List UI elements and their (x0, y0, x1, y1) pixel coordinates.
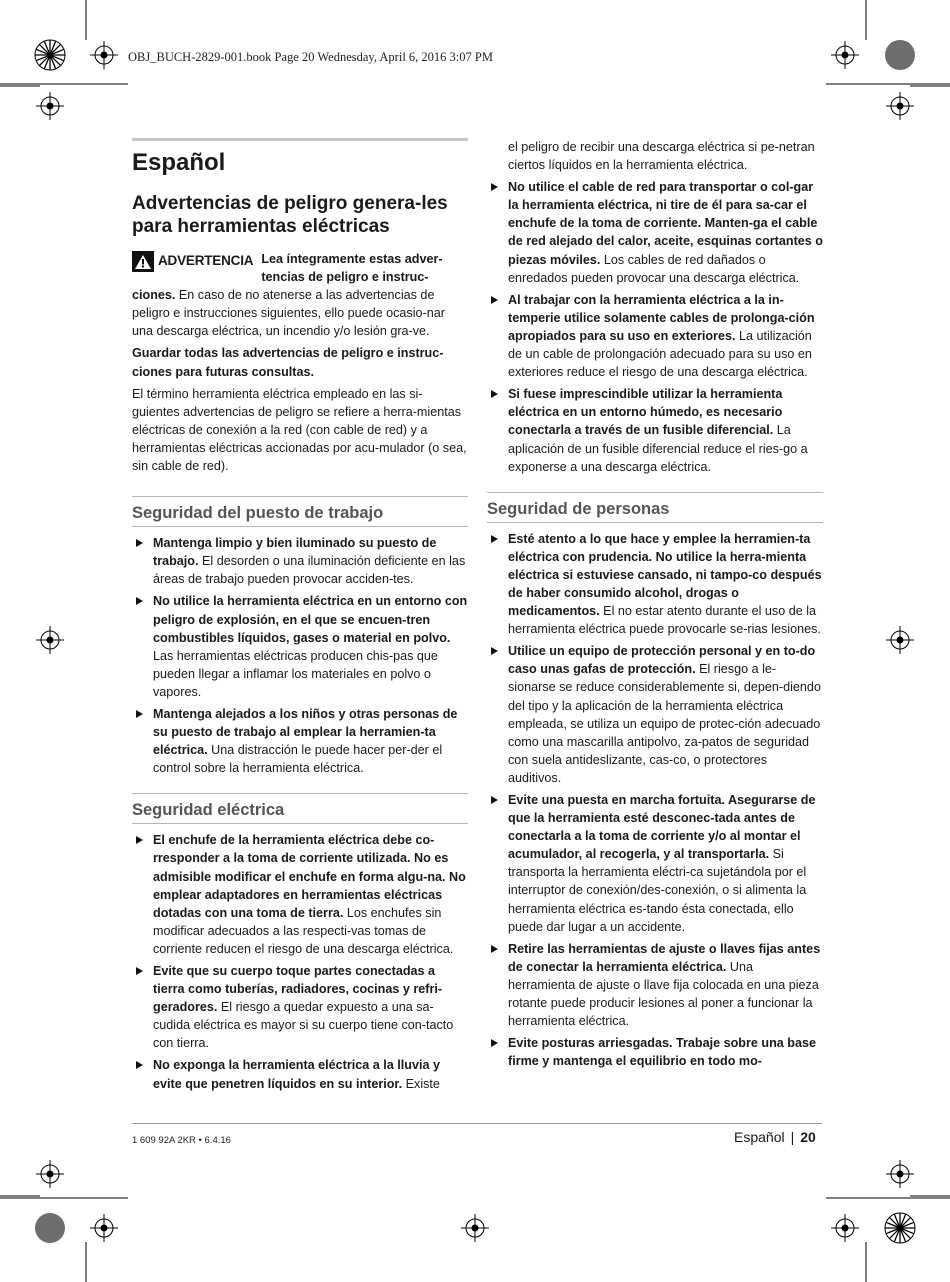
bullet-triangle-icon (136, 836, 143, 844)
list-item (132, 705, 468, 777)
item-text: Los cables de red dañados o enredados pueden provocar una descarga eléctrica. (508, 252, 800, 285)
main-heading: Advertencias de peligro genera-les para herramientas eléctricas (132, 193, 448, 237)
warning-text: En caso de no atenerse a las advertencias de peligro e instrucciones siguientes, ello puede ocasio-nar una descarga eléctrica, un incendio y/o lesión gra-ve. (132, 288, 445, 339)
bullet-triangle-icon (491, 945, 498, 953)
item-text: Si transporta la herramienta eléctri-ca sujetándola por el interruptor de conexión/des-conexión, o si alimenta la herramienta eléctrica es-tando ésta conectada, ello puede dar lugar a un accidente. (508, 847, 807, 934)
item-text: La utilización de un cable de prolongación adecuado para su uso en exteriores reduce el riesgo de una descarga eléctrica. (508, 328, 812, 380)
section-electric-title: Seguridad eléctrica (132, 801, 285, 820)
footer-code: 1 609 92A 2KR • 6.4.16 (132, 1135, 231, 1146)
left-column (132, 138, 468, 1097)
item-text: El riesgo a quedar expuesto a una sa-cudida eléctrica es mayor si su cuerpo tiene con-tacto con tierra. (153, 1000, 454, 1051)
item-bold: Esté atento a lo que hace y emplee la herramien-ta eléctrica con prudencia. No utilice la herra-mienta eléctrica si estuviese cansado, ni tampo-co después de haber consumido alcohol, drogas o medicamentos. (508, 531, 822, 619)
list-item (487, 791, 823, 936)
item-text: La aplicación de un fusible diferencial reduce el ries-go a exponerse a una descarga eléctrica. (508, 423, 808, 474)
bullet-triangle-icon (491, 390, 498, 398)
list-item (132, 1056, 468, 1092)
section-work-title: Seguridad del puesto de trabajo (132, 504, 384, 523)
item-bold: Al trabajar con la herramienta eléctrica a la in-temperie utilice solamente cables de prolonga-ción apropiados para su uso en exteriores. (508, 292, 815, 343)
warning-triangle-icon (132, 251, 154, 272)
electric-list (132, 831, 468, 1092)
persons-list (487, 530, 823, 1071)
item-bold: Retire las herramientas de ajuste o llaves fijas antes de conectar la herramienta eléctrica. (508, 941, 821, 974)
term-text: El término herramienta eléctrica empleado en las si-guientes advertencias de peligro se refiere a herra-mientas eléctricas de conexión a la red (con cable de red) y a herramientas eléctricas accionadas por acu-mulador (o sea, sin cable de red). (132, 386, 467, 474)
page-number: 20 (800, 1129, 816, 1145)
grey-tone-circle (885, 40, 915, 70)
section-electric (132, 793, 468, 1092)
section-persons-title: Seguridad de personas (487, 499, 670, 518)
item-bold: Utilice un equipo de protección personal y en to-do caso unas gafas de protección. (508, 644, 816, 677)
bullet-triangle-icon (136, 710, 143, 718)
item-text: El riesgo a le-sionarse se reduce considerablemente si, depen-diendo del tipo y la aplicación de la herramienta eléctrica empleada, se utiliza un equipo de protec-ción adecuado como una mascarilla antipolvo, za-patos de seguridad con suela antideslizante, cas-co, o protectores auditivos. (508, 662, 821, 785)
bullet-triangle-icon (136, 597, 143, 605)
list-item (487, 642, 823, 787)
bullet-triangle-icon (491, 1039, 498, 1047)
right-column (487, 138, 823, 1074)
item-bold: No exponga la herramienta eléctrica a la lluvia y evite que penetren líquidos en su interior. (153, 1058, 440, 1091)
keep-note: Guardar todas las advertencias de peligro e instruc-ciones para futuras consultas. (132, 346, 444, 379)
list-item (132, 831, 468, 958)
item-bold: Evite posturas arriesgadas. Trabaje sobre una base firme y mantenga el equilibrio en todo mo- (508, 1036, 816, 1069)
footer-page (734, 1129, 816, 1145)
item-bold: Mantenga limpio y bien iluminado su puesto de trabajo. (153, 536, 437, 569)
item-bold: Evite que su cuerpo toque partes conectadas a tierra como tuberías, radiadores, cocinas y refri-geradores. (153, 964, 443, 1015)
bullet-triangle-icon (136, 539, 143, 547)
section-work (132, 496, 468, 777)
footer-rule (132, 1123, 822, 1124)
language-title: Español (132, 149, 226, 176)
list-item (132, 534, 468, 588)
item-bold: Mantenga alejados a los niños y otras personas de su puesto de trabajo al emplear la herramien-ta eléctrica. (153, 706, 458, 758)
bullet-triangle-icon (491, 796, 498, 804)
bullet-triangle-icon (136, 1061, 143, 1069)
item-text: El desorden o una iluminación deficiente en las áreas de trabajo pueden provocar acciden-tes. (153, 554, 466, 587)
item-bold: No utilice la herramienta eléctrica en un entorno con peligro de explosión, en el que se encuen-tren combustibles líquidos, gases o material en polvo. (153, 594, 468, 645)
item-text: Una distracción le puede hacer per-der el control sobre la herramienta eléctrica. (153, 743, 443, 776)
list-item (487, 291, 823, 381)
list-item (132, 592, 468, 701)
footer-separator: | (790, 1129, 795, 1145)
list-item (487, 1034, 823, 1070)
item-text: Una herramienta de ajuste o llave fija colocada en una pieza rotante puede producir lesiones al poner a funcionar la herramienta eléctrica. (508, 959, 819, 1029)
print-slug: OBJ_BUCH-2829-001.book Page 20 Wednesday, April 6, 2016 3:07 PM (128, 50, 493, 64)
warning-badge (132, 251, 253, 272)
electric-list-continued (487, 178, 823, 476)
starburst-icon (35, 40, 65, 70)
item-text: Las herramientas eléctricas producen chis-pas que pueden llegar a inflamar los materiales en polvo o vapores. (153, 648, 438, 699)
footer-lang: Español (734, 1129, 785, 1145)
list-item (487, 940, 823, 1030)
bullet-triangle-icon (491, 535, 498, 543)
section-persons (487, 492, 823, 1071)
item-text: El no estar atento durante el uso de la herramienta eléctrica puede provocarle se-rias lesiones. (508, 604, 821, 637)
item-bold: Evite una puesta en marcha fortuita. Asegurarse de que la herramienta esté desconec-tada antes de conectarla a la toma de corriente y/o al montar el acumulador, al recogerla, y al transportarla. (508, 793, 816, 862)
item-bold: El enchufe de la herramienta eléctrica debe co-rresponder a la toma de corriente utilizada. No es admisible modificar el enchufe en forma algu-na. No emplear adaptadores en herramientas eléctricas dotadas con una toma de tierra. (153, 833, 466, 920)
list-item (487, 385, 823, 475)
list-item (487, 178, 823, 287)
title-rule (132, 138, 468, 141)
bullet-triangle-icon (491, 647, 498, 655)
warning-word: ADVERTENCIA (158, 253, 254, 269)
item-bold: Si fuese imprescindible utilizar la herramienta eléctrica en un entorno húmedo, es necesario conectarla a través de un fusible diferencial. (508, 387, 783, 438)
bullet-triangle-icon (136, 967, 143, 975)
warning-bold: Lea íntegramente estas adver-tencias de peligro e instruc-ciones. (132, 252, 443, 303)
item-text: Existe (402, 1076, 440, 1091)
item-bold: No utilice el cable de red para transportar o col-gar la herramienta eléctrica, ni tire de él para sa-car el enchufe de la toma de corriente. Manten-ga el cable de red alejado del calor, aceite, esquinas cortantes o piezas móviles. (508, 180, 823, 267)
continuation-text: el peligro de recibir una descarga eléctrica si pe-netran ciertos líquidos en la herramienta eléctrica. (508, 140, 815, 173)
bullet-triangle-icon (491, 296, 498, 304)
bullet-triangle-icon (491, 183, 498, 191)
warning-block (132, 250, 468, 340)
list-item (487, 530, 823, 639)
work-list (132, 534, 468, 777)
item-text: Los enchufes sin modificar adecuados a las respecti-vas tomas de corriente reducen el riesgo de una descarga eléctrica. (153, 905, 454, 956)
list-item (132, 962, 468, 1052)
